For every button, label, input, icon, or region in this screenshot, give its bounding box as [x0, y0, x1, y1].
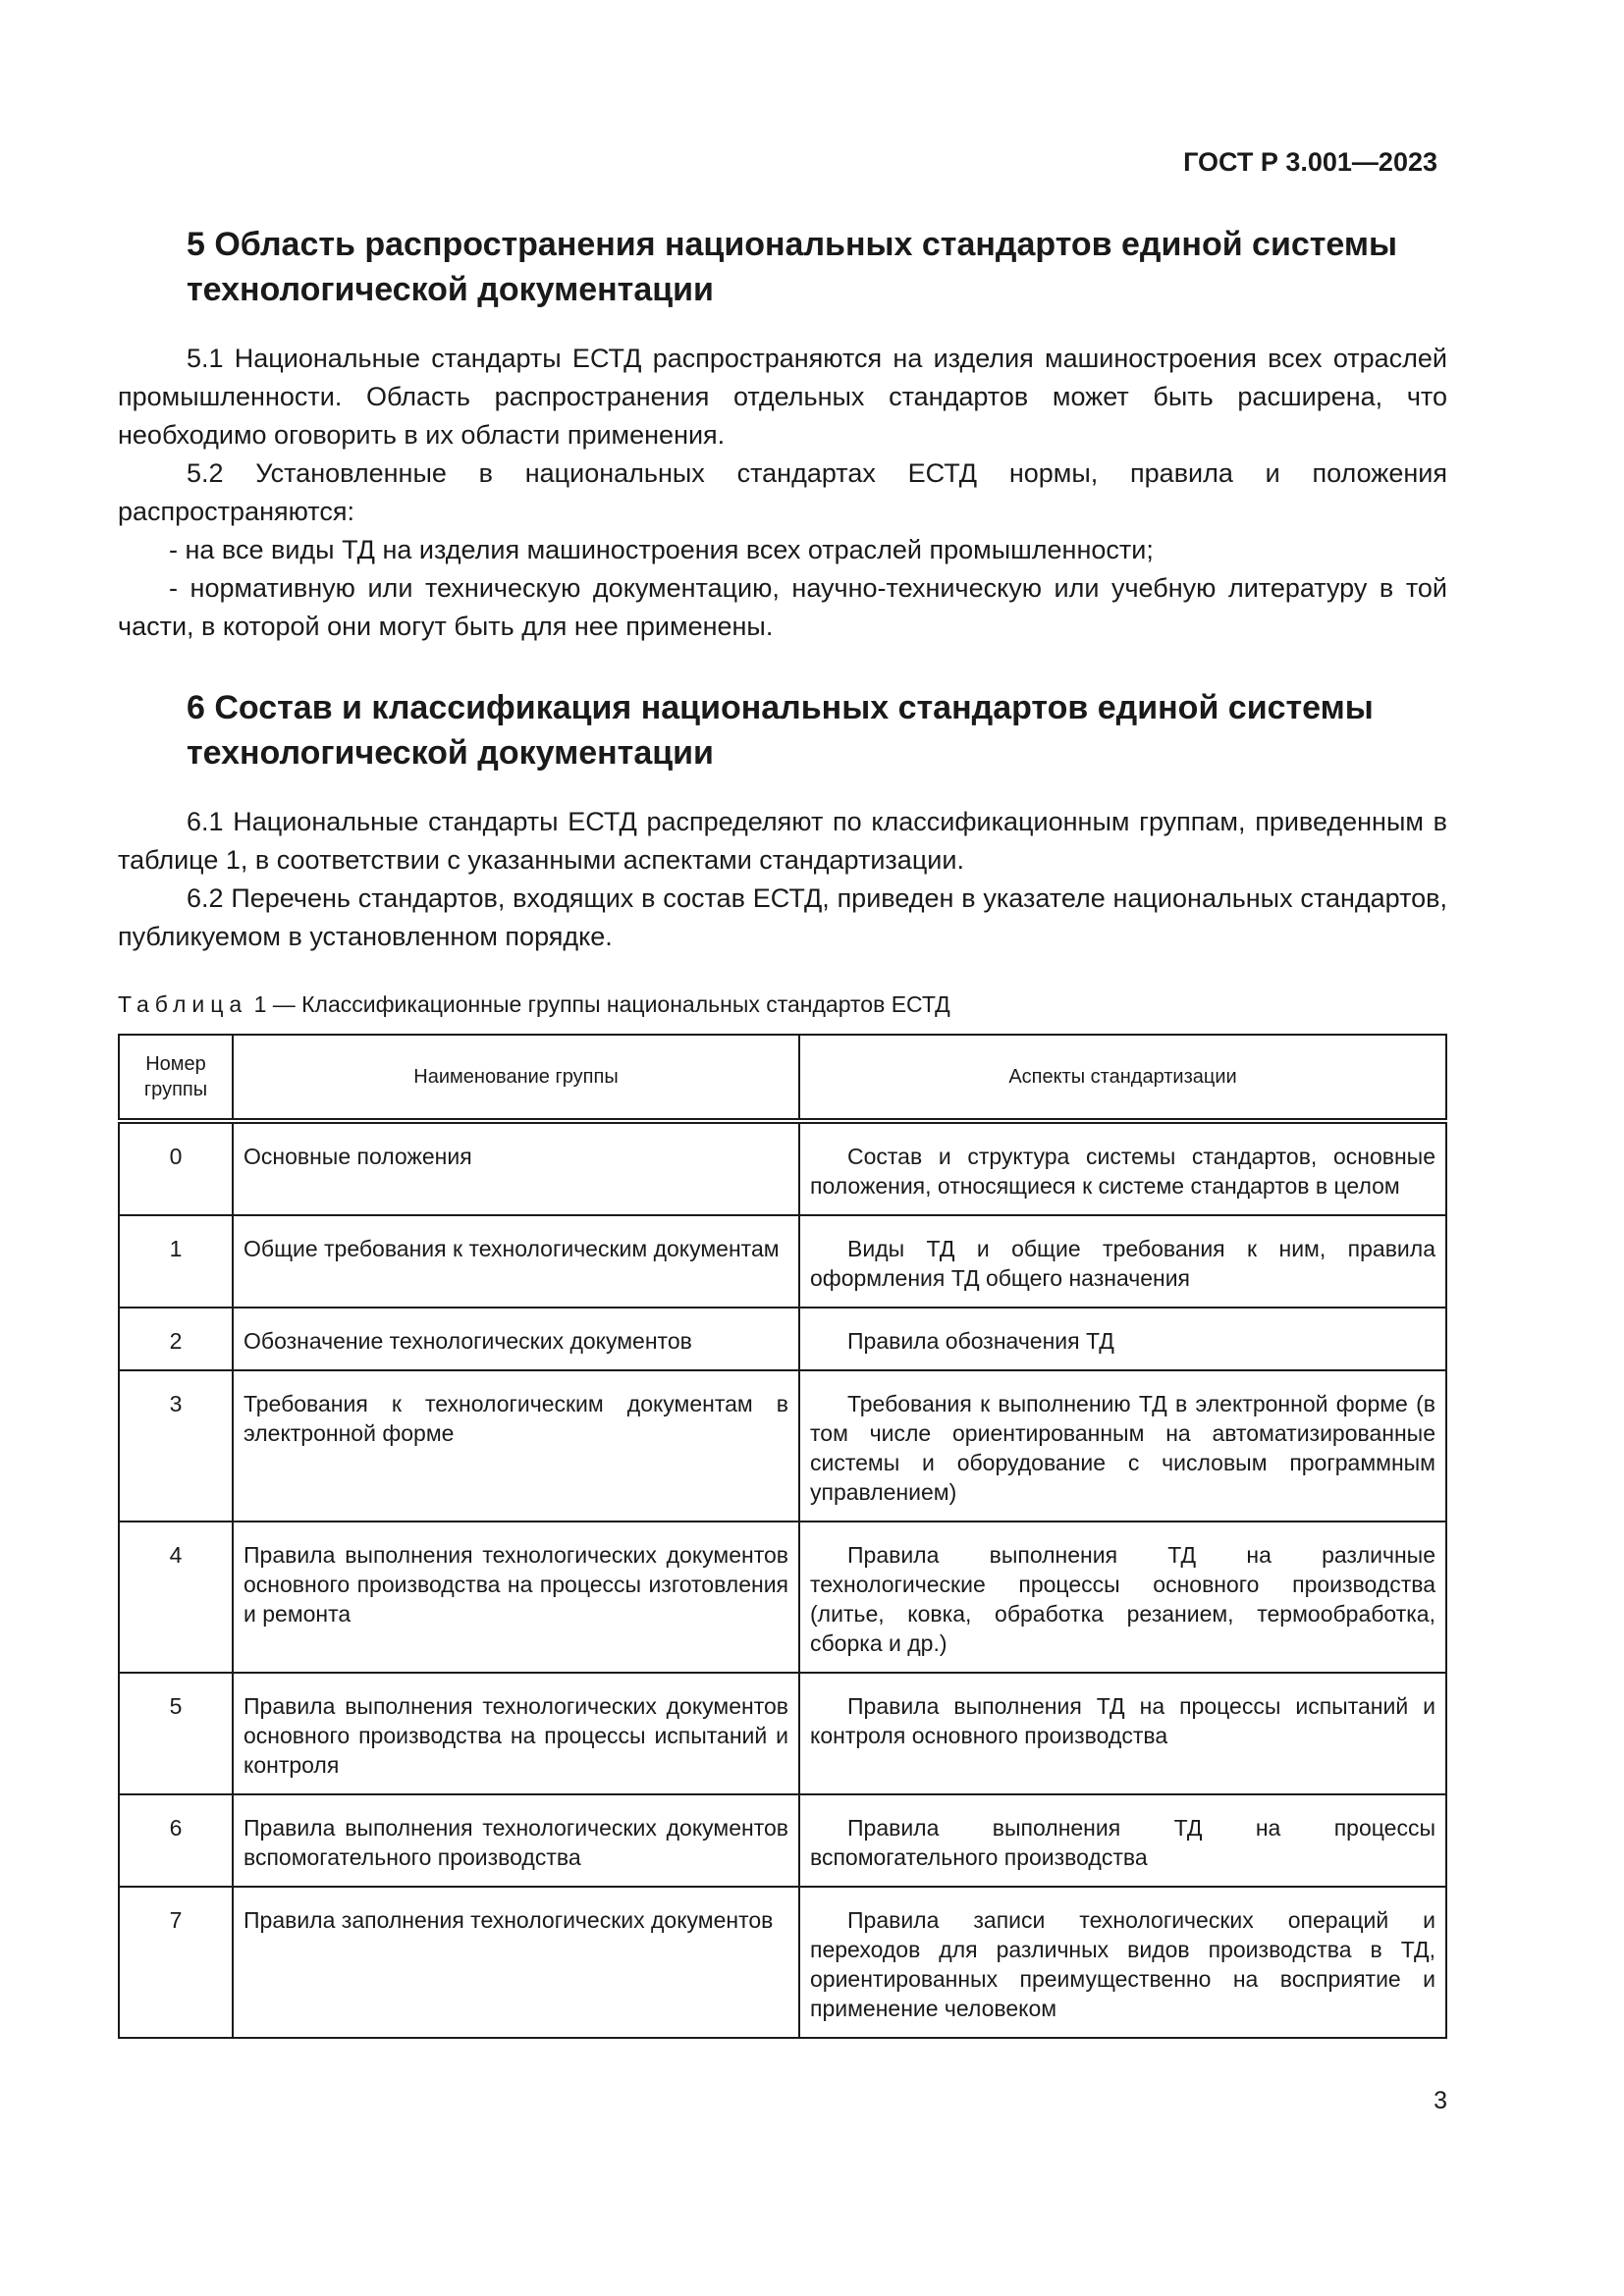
- page-number: 3: [1434, 2087, 1447, 2114]
- section-6-heading-line1: 6 Состав и классификация национальных стандартов единой системы: [187, 689, 1374, 726]
- group-aspects: Правила выполнения ТД на различные технологические процессы основного производства (литье, ковка, обработка резанием, термообработка, сборка и др.): [799, 1522, 1446, 1673]
- group-number: 2: [119, 1308, 233, 1370]
- section-6-heading-line2: технологической документации: [187, 734, 714, 772]
- clause-6-2: 6.2 Перечень стандартов, входящих в состав ЕСТД, приведен в указателе национальных стандартов, публикуемом в установленном порядке.: [118, 883, 1447, 951]
- table-row: [119, 1370, 1446, 1522]
- header-group-name: Наименование группы: [233, 1035, 799, 1121]
- section-5-heading-line1: 5 Область распространения национальных стандартов единой системы: [187, 226, 1398, 263]
- clause-5-2-item-2: - нормативную или техническую документацию, научно-техническую или учебную литературу в той части, в которой они могут быть для нее применены.: [118, 573, 1447, 641]
- group-aspects: Правила обозначения ТД: [799, 1308, 1446, 1370]
- group-aspects: Состав и структура системы стандартов, основные положения, относящиеся к системе стандартов в целом: [799, 1121, 1446, 1215]
- group-number: 6: [119, 1794, 233, 1887]
- group-number: 0: [119, 1121, 233, 1215]
- clause-5-2-item-1: - на все виды ТД на изделия машиностроения всех отраслей промышленности;: [169, 535, 1154, 564]
- table-row: [119, 1887, 1446, 2038]
- group-name: Требования к технологическим документам в электронной форме: [233, 1370, 799, 1522]
- table-row: [119, 1215, 1446, 1308]
- page-content: [118, 222, 1447, 2039]
- group-aspects: Правила выполнения ТД на процессы вспомогательного производства: [799, 1794, 1446, 1887]
- group-name: Правила выполнения технологических документов вспомогательного производства: [233, 1794, 799, 1887]
- table-caption-text: 1 — Классификационные группы национальных стандартов ЕСТД: [247, 991, 950, 1017]
- document-code: ГОСТ Р 3.001—2023: [1183, 147, 1437, 177]
- group-aspects: Правила выполнения ТД на процессы испытаний и контроля основного производства: [799, 1673, 1446, 1794]
- group-number: 4: [119, 1522, 233, 1673]
- group-name: Основные положения: [233, 1121, 799, 1215]
- header-aspects: Аспекты стандартизации: [799, 1035, 1446, 1121]
- section-5-heading: [118, 222, 1447, 312]
- group-number: 7: [119, 1887, 233, 2038]
- table-caption: [118, 991, 1447, 1018]
- group-number: 5: [119, 1673, 233, 1794]
- classification-table: [118, 1034, 1447, 2039]
- table-caption-prefix: Таблица: [118, 991, 248, 1017]
- clause-5-1: 5.1 Национальные стандарты ЕСТД распространяются на изделия машиностроения всех отраслей промышленности. Область распространения отдельных стандартов может быть расширена, что необходимо оговорить в их области применения.: [118, 344, 1447, 450]
- table-row: [119, 1121, 1446, 1215]
- clause-5-2: 5.2 Установленные в национальных стандартах ЕСТД нормы, правила и положения распространяются:: [118, 458, 1447, 526]
- section-5-heading-line2: технологической документации: [187, 271, 714, 308]
- table-row: [119, 1794, 1446, 1887]
- table-row: [119, 1308, 1446, 1370]
- group-number: 3: [119, 1370, 233, 1522]
- group-name: Правила заполнения технологических документов: [233, 1887, 799, 2038]
- header-group-number: Номер группы: [119, 1035, 233, 1121]
- group-aspects: Правила записи технологических операций и переходов для различных видов производства в ТД, ориентированных преимущественно на восприятие и применение человеком: [799, 1887, 1446, 2038]
- table-row: [119, 1673, 1446, 1794]
- group-name: Общие требования к технологическим документам: [233, 1215, 799, 1308]
- group-aspects: Требования к выполнению ТД в электронной форме (в том числе ориентированным на автоматизированные системы и оборудование с числовым программным управлением): [799, 1370, 1446, 1522]
- section-6-heading: [118, 685, 1447, 775]
- group-name: Правила выполнения технологических документов основного производства на процессы изготовления и ремонта: [233, 1522, 799, 1673]
- group-aspects: Виды ТД и общие требования к ним, правила оформления ТД общего назначения: [799, 1215, 1446, 1308]
- group-name: Обозначение технологических документов: [233, 1308, 799, 1370]
- clause-6-1: 6.1 Национальные стандарты ЕСТД распределяют по классификационным группам, приведенным в таблице 1, в соответствии с указанными аспектами стандартизации.: [118, 807, 1447, 875]
- group-number: 1: [119, 1215, 233, 1308]
- table-header-row: [119, 1035, 1446, 1121]
- group-name: Правила выполнения технологических документов основного производства на процессы испытаний и контроля: [233, 1673, 799, 1794]
- table-row: [119, 1522, 1446, 1673]
